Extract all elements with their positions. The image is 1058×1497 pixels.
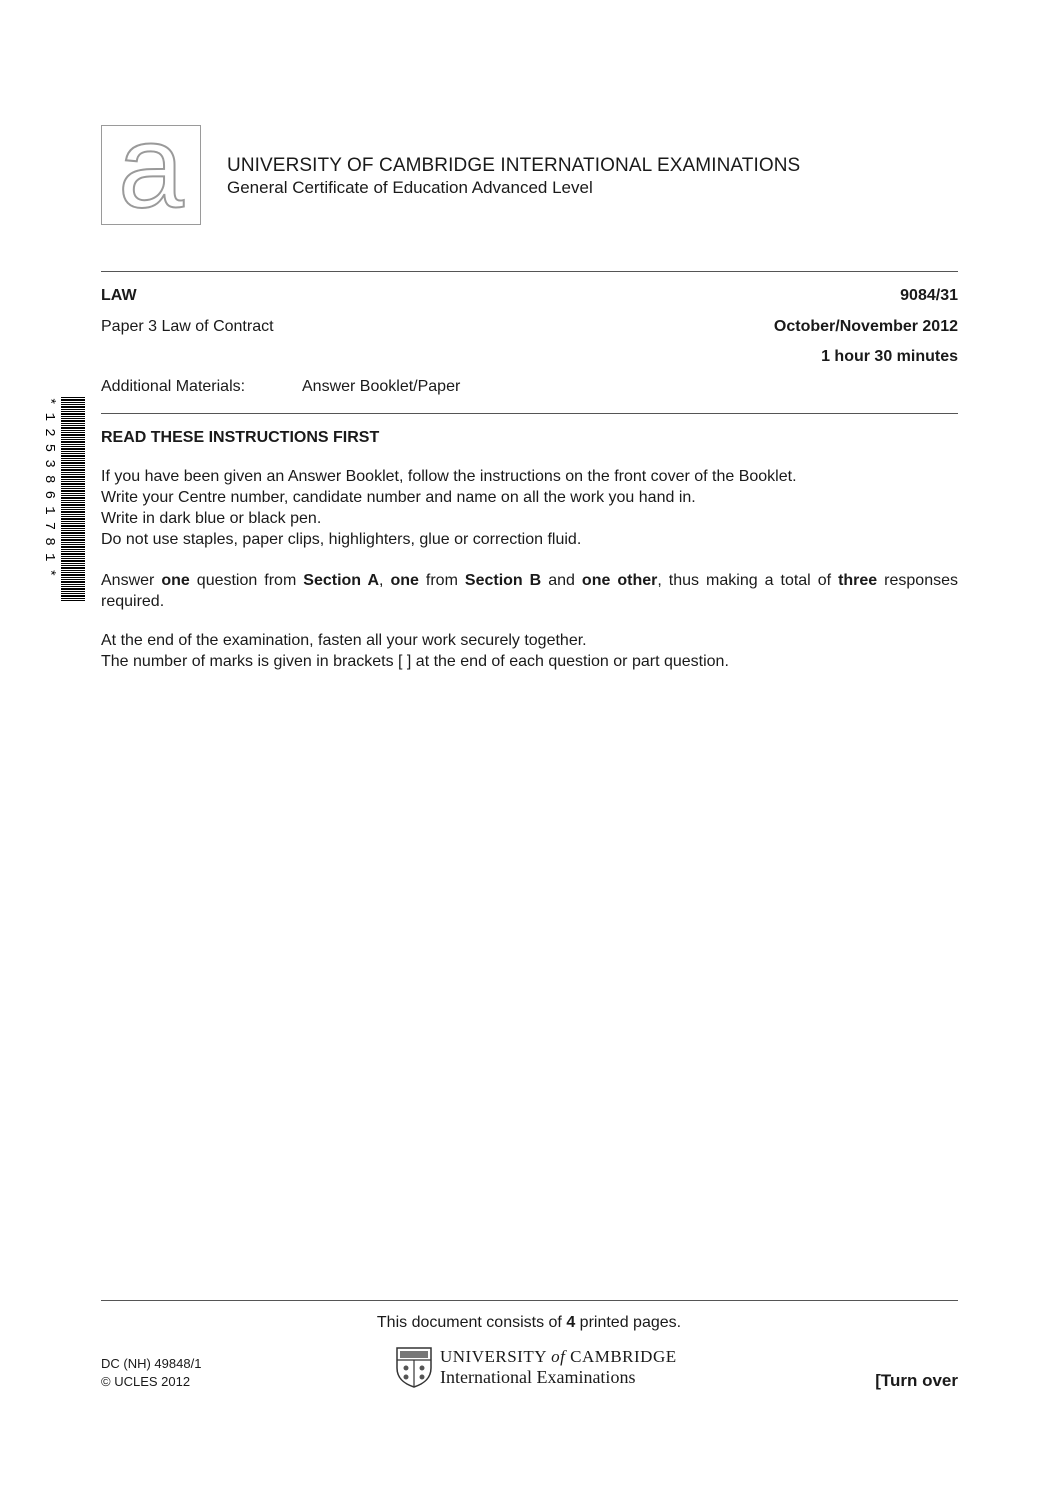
wordmark-cambridge: CAMBRIDGE bbox=[565, 1347, 677, 1366]
answer-emphasis: one bbox=[390, 572, 419, 589]
barcode-bars bbox=[61, 397, 85, 602]
instruction-line: Write your Centre number, candidate number and name on all the work you hand in. bbox=[101, 489, 696, 506]
middle-divider bbox=[101, 413, 958, 414]
answer-emphasis: Section A bbox=[303, 572, 380, 589]
page-count-prefix: This document consists of bbox=[376, 1314, 567, 1331]
end-instruction-line: At the end of the examination, fasten all your work securely together. bbox=[101, 632, 587, 649]
document-reference: DC (NH) 49848/1 bbox=[101, 1356, 202, 1371]
answer-text: and bbox=[541, 572, 582, 589]
candidate-barcode bbox=[37, 397, 86, 602]
cie-logo bbox=[101, 101, 201, 233]
wordmark-of: of bbox=[551, 1347, 566, 1366]
exam-session: October/November 2012 bbox=[773, 318, 958, 335]
instructions-heading-text: READ THESE INSTRUCTIONS FIRST bbox=[101, 429, 380, 446]
end-instructions bbox=[101, 630, 958, 672]
barcode-digits: *1253861781* bbox=[41, 397, 57, 585]
top-divider bbox=[101, 271, 958, 272]
answer-emphasis: Section B bbox=[464, 572, 542, 589]
cambridge-wordmark-line1 bbox=[440, 1347, 677, 1367]
cambridge-wordmark-line2: International Examinations bbox=[440, 1367, 636, 1387]
copyright: © UCLES 2012 bbox=[101, 1374, 191, 1389]
logo-letter: a bbox=[118, 101, 184, 233]
exam-duration: 1 hour 30 minutes bbox=[821, 348, 958, 365]
answer-text: Answer bbox=[101, 572, 162, 589]
qualification-name: General Certificate of Education Advanced Level bbox=[227, 178, 593, 197]
instructions-list bbox=[101, 466, 958, 550]
answer-emphasis: three bbox=[838, 572, 878, 589]
instruction-line: Do not use staples, paper clips, highlighters, glue or correction fluid. bbox=[101, 531, 582, 548]
instruction-line: If you have been given an Answer Booklet, follow the instructions on the front cover of the Booklet. bbox=[101, 468, 797, 485]
answer-emphasis: one bbox=[161, 572, 190, 589]
paper-title: Paper 3 Law of Contract bbox=[101, 318, 274, 335]
page-count-suffix: printed pages. bbox=[575, 1314, 682, 1331]
subject: LAW bbox=[101, 287, 137, 304]
answer-emphasis: one other bbox=[581, 572, 658, 589]
materials-label: Additional Materials: bbox=[101, 378, 246, 395]
answer-text: , bbox=[379, 572, 391, 589]
answer-text: responses required. bbox=[101, 572, 958, 610]
page-count-note bbox=[0, 1314, 1058, 1332]
paper-code: 9084/31 bbox=[900, 287, 958, 304]
instruction-line: Write in dark blue or black pen. bbox=[101, 510, 322, 527]
answer-text: question from bbox=[189, 572, 304, 589]
organisation-name: UNIVERSITY OF CAMBRIDGE INTERNATIONAL EXAMINATIONS bbox=[227, 155, 801, 176]
materials-value: Answer Booklet/Paper bbox=[302, 378, 461, 395]
instructions-heading bbox=[101, 427, 958, 448]
answer-text: , thus making a total of bbox=[657, 572, 839, 589]
answer-text: from bbox=[418, 572, 465, 589]
answer-instruction bbox=[101, 570, 958, 612]
turn-over: [Turn over bbox=[875, 1371, 958, 1390]
end-instruction-line: The number of marks is given in brackets [ ] at the end of each question or part question. bbox=[101, 653, 729, 670]
footer-divider bbox=[101, 1300, 958, 1301]
cambridge-crest-icon bbox=[395, 1346, 433, 1388]
wordmark-university: UNIVERSITY bbox=[440, 1347, 552, 1366]
page-count: 4 bbox=[566, 1314, 576, 1331]
